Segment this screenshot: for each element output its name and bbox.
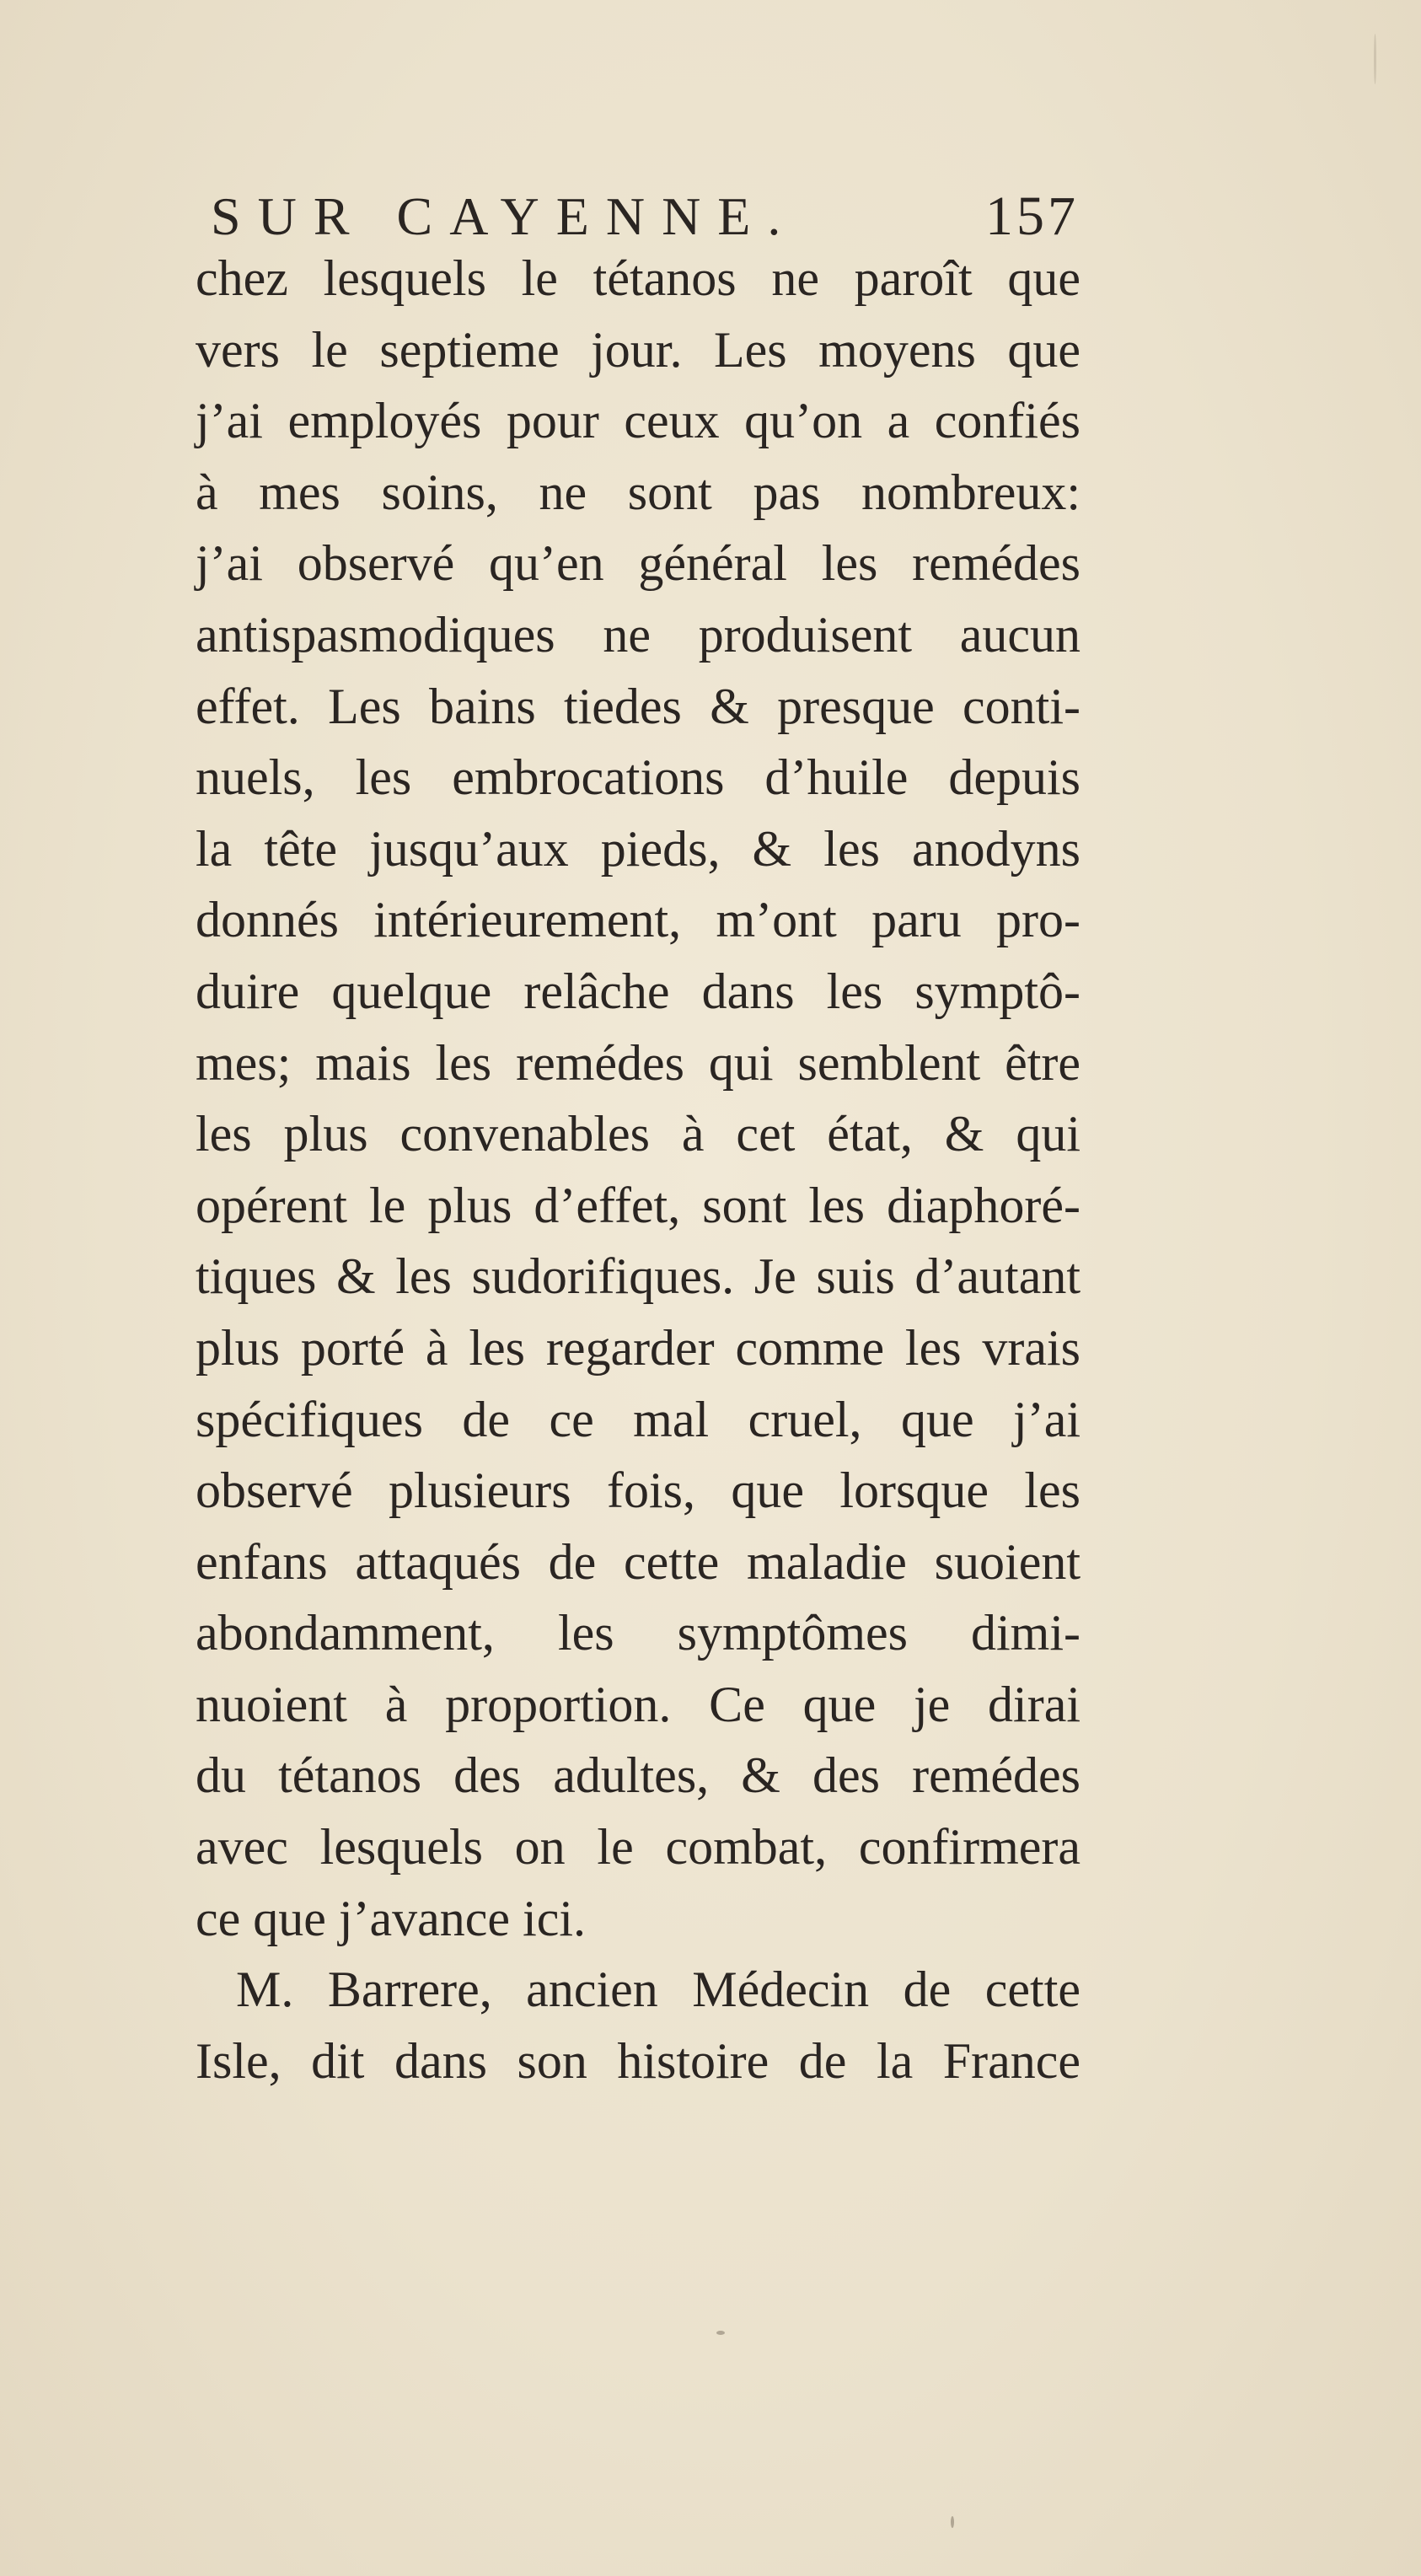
running-title: SUR CAYENNE. [211,186,798,246]
text-line: M. Barrere, ancien Médecin de cette [236,1962,1080,2018]
text-line: nuoient à proportion. Ce que je dirai [196,1676,1080,1732]
text-line: opérent le plus d’effet, sont les diaphoré- [196,1177,1080,1233]
text-line: donnés intérieurement, m’ont paru pro- [196,892,1080,948]
text-line: effet. Les bains tiedes & presque conti- [196,678,1080,734]
text-line: nuels, les embrocations d’huile depuis [196,749,1080,806]
text-line: duire quelque relâche dans les symptô- [196,963,1080,1019]
text-line: tiques & les sudorifiques. Je suis d’autant [196,1248,1080,1305]
text-line: mes; mais les remédes qui semblent être [196,1034,1080,1091]
page-number: 157 [985,185,1079,247]
paper-speck [1374,34,1376,84]
text-line: j’ai employés pour ceux qu’on a confiés [196,393,1080,449]
text-line: abondamment, les symptômes dimi- [196,1605,1080,1661]
paper-speck [716,2331,725,2335]
text-line: j’ai observé qu’en général les remédes [196,535,1080,592]
text-line: enfans attaqués de cette maladie suoient [196,1533,1080,1590]
text-line: la tête jusqu’aux pieds, & les anodyns [196,820,1080,877]
text-line: spécifiques de ce mal cruel, que j’ai [196,1391,1080,1447]
text-line: observé plusieurs fois, que lorsque les [196,1462,1080,1519]
text-line: à mes soins, ne sont pas nombreux: [196,464,1080,520]
text-line: du tétanos des adultes, & des remédes [196,1747,1080,1804]
text-line: vers le septieme jour. Les moyens que [196,321,1080,378]
text-line: Isle, dit dans son histoire de la France [196,2032,1080,2089]
body-text [196,243,1080,2096]
text-line: avec lesquels on le combat, confirmera [196,1819,1080,1876]
text-line: chez lesquels le tétanos ne paroît que [196,250,1080,306]
text-line: antispasmodiques ne produisent aucun [196,606,1080,663]
text-line: les plus convenables à cet état, & qui [196,1106,1080,1162]
paper-speck [951,2516,954,2528]
text-line: plus porté à les regarder comme les vrais [196,1319,1080,1376]
text-line: ce que j’avance ici. [196,1890,587,1946]
